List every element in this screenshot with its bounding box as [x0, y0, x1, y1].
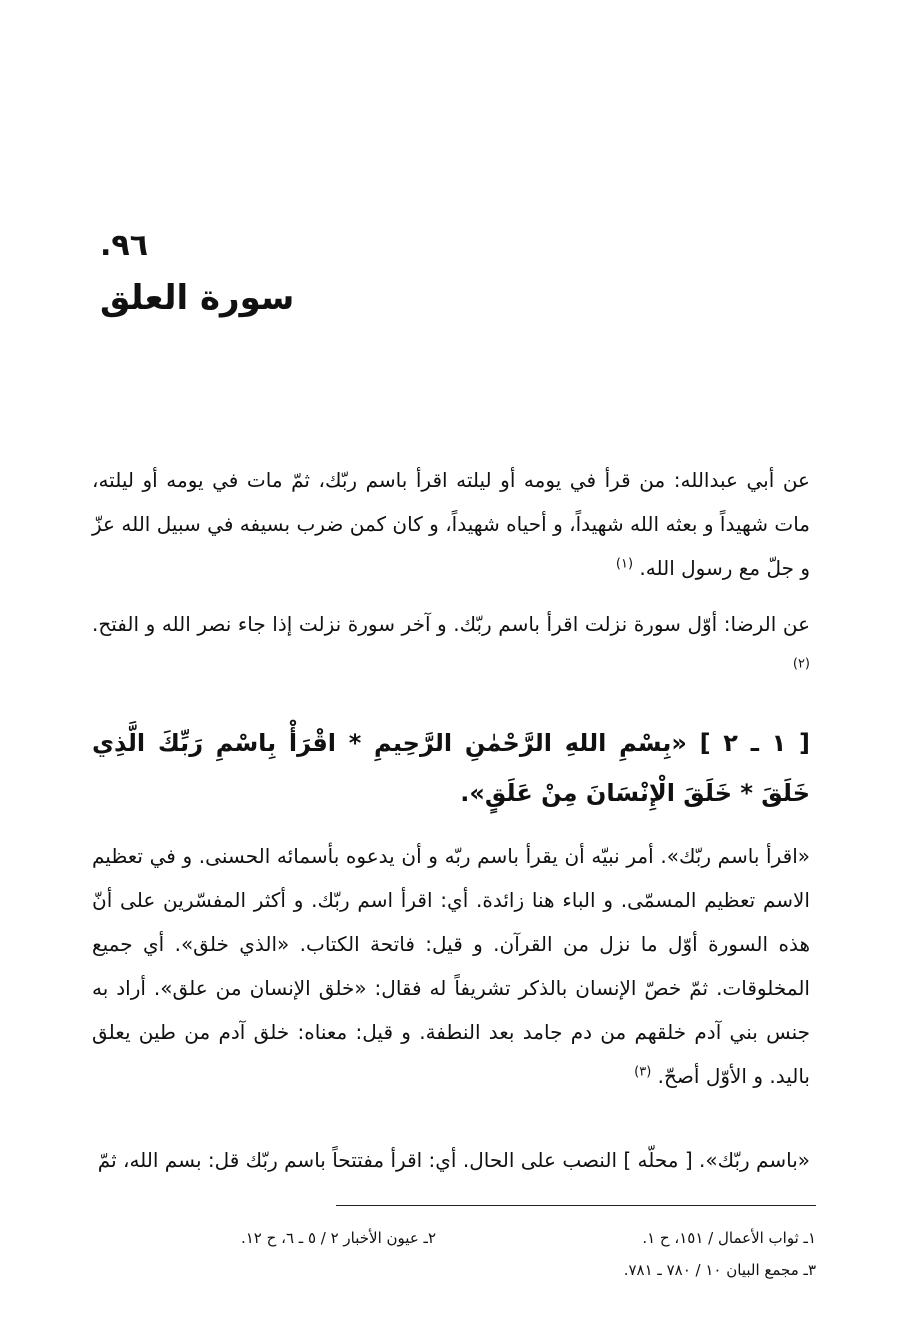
footnote-row	[92, 1222, 816, 1254]
footnote-ref: (١)	[615, 556, 634, 572]
footnote-1: ١ـ ثواب الأعمال / ١٥١، ح ١.	[642, 1229, 816, 1247]
paragraph-commentary	[92, 834, 810, 1098]
footnotes	[92, 1222, 816, 1286]
paragraph-text: عن الرضا: أوّل سورة نزلت اقرأ باسم ربّك. و آخر سورة نزلت إذا جاء نصر الله و الفتح.	[92, 612, 810, 636]
paragraph-text: «باسم ربّك». [ محلّه ] النصب على الحال. أي: اقرأ مفتتحاً باسم ربّك قل: بسم الله، ثمّ	[97, 1148, 810, 1172]
footnote-row	[92, 1254, 816, 1286]
footnote-2: ٢ـ عيون الأخبار ٢ / ٥ ـ ٦، ح ١٢.	[240, 1229, 436, 1247]
chapter-number: ٩٦.	[100, 228, 149, 263]
paragraph-hadith-first-surah	[92, 602, 810, 690]
paragraph-grammar	[92, 1138, 810, 1182]
paragraph-text: «اقرأ باسم ربّك». أمر نبيّه أن يقرأ باسم ربّه و أن يدعوه بأسمائه الحسنى. و في تعظيم الاسم تعظيم المسمّى. و الباء هنا زائدة. أي: اقرأ اسم ربّك. و أكثر المفسّرين على أنّ هذه السورة أوّل ما نزل من القرآن. و قيل: فاتحة الكتاب. «الذي خلق». أي جميع المخلوقات. ثمّ خصّ الإنسان بالذكر تشريفاً له فقال: «خلق الإنسان من علق». أراد به جنس بني آدم خلقهم من دم جامد بعد النطفة. و قيل: معناه: خلق آدم من طين يعلق باليد. و الأوّل أصحّ.	[92, 844, 810, 1088]
footnote-3: ٣ـ مجمع البيان ١٠ / ٧٨٠ ـ ٧٨١.	[623, 1261, 816, 1279]
quran-verse: [ ١ ـ ٢ ] «بِسْمِ اللهِ الرَّحْمٰنِ الرَّحِيمِ * اقْرَأْ بِاسْمِ رَبِّكَ الَّذِي خَلَقَ * خَلَقَ الْإِنْسَانَ مِنْ عَلَقٍ».	[92, 729, 811, 807]
chapter-title: سورة العلق	[100, 278, 295, 318]
paragraph-text: عن أبي عبدالله: من قرأ في يومه أو ليلته اقرأ باسم ربّك، ثمّ مات في يومه أو ليلته، مات شهيداً و بعثه الله شهيداً، و أحياه شهيداً، و كان كمن ضرب بسيفه في سبيل الله عزّ و جلّ مع رسول الله.	[92, 468, 810, 580]
footnote-ref: (٢)	[792, 656, 810, 672]
footnote-ref: (٣)	[634, 1064, 652, 1080]
paragraph-hadith-reward	[92, 458, 810, 590]
footnote-divider	[336, 1205, 816, 1206]
